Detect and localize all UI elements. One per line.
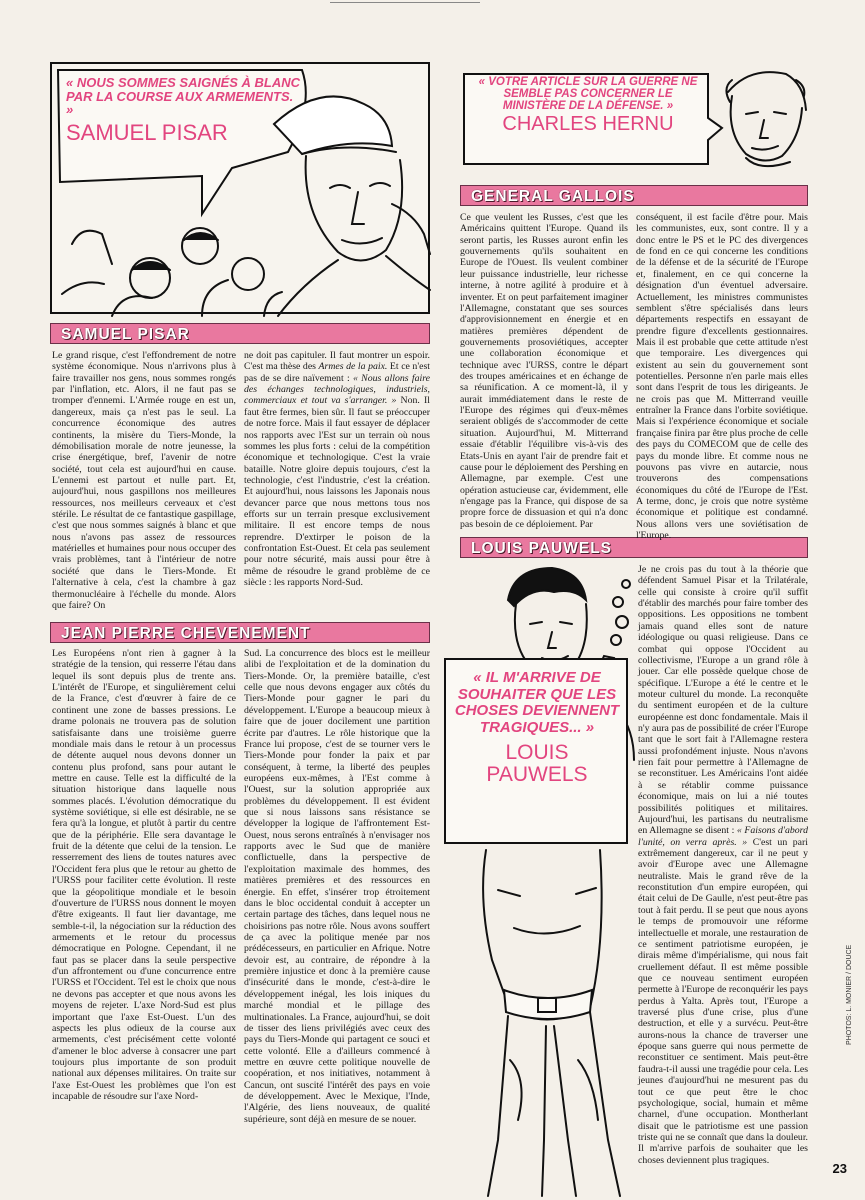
hernu-illustration-panel [460, 62, 808, 172]
header-louis-pauwels: LOUIS PAUWELS [460, 537, 808, 558]
pauwels-quote-author: LOUIS PAUWELS [486, 741, 588, 787]
pisar-paragraph-2: ne doit pas capituler. Il faut montrer un espoir. C'est ma thèse des Armes de la paix. Et ce n'est pas de se dire naïvement : « Nous allons faire des échanges technologiques, industriels, commerciaux et tout va s'arranger. » Non. Il faut être fermes, bien sûr. Il faut se préoccuper de notre force. Mais il faut essayer de déplacer nos rapports avec l'Est sur un terrain où nous sommes les plus forts : celui de la compétition économique et technologique. C'est la vraie bataille. Notre gloire depuis toujours, c'est la technologie, c'est l'industrie, c'est la création. Et aujourd'hui, nous laissons les Japonais nous devancer parce que nous mettons tous nos efforts sur un terrain presque exclusivement militaire. Il est encore temps de nous reprendre. D'extirper le poison de la confrontation Est-Ouest. Et cela pas seulement pour notre sécurité, mais aussi pour être à même de résoudre le grand problème de ce siècle : les rapports Nord-Sud. [244, 350, 430, 589]
gallois-paragraph-1: Ce que veulent les Russes, c'est que les Américains quittent l'Europe. Quand ils seront partis, les Russes auront enfin les gouvernements qu'ils souhaitent en Europe de l'Ouest. Ils veulent combiner leur puissance industrielle, leur richesse interne, à notre agilité à produire et à inventer. Et on peut parfaitement imaginer l'Allemagne, constatant que ses sources d'approvisionnement en énergie et en matières premières dépendent de gouvernements prosoviétiques, accepter une collaboration économique et technique avec l'URSS, contre le départ des troupes américaines et en échange de sa réunification. A ce moment-là, il y aurait immédiatement dans le reste de l'Europe des régimes qui d'eux-mêmes seraient obligés de s'accommoder de cette situation. Aujourd'hui, M. Mitterrand essaie d'établir l'équilibre vis-à-vis des Etats-Unis en ayant l'air de prendre fait et cause pour le déploiement des Pershing en Allemagne, par exemple. C'est une opération astucieuse car, évidemment, elle n'engage pas la France, qui dispose de sa propre force de dissuasion et qui n'a donc pas besoin de ce déploiement. Par [460, 212, 628, 530]
pisar-illustration-panel [50, 62, 430, 314]
photo-credit: PHOTOS: L. MONIER / DOUCE [846, 944, 853, 1045]
pisar-quote-author: SAMUEL PISAR [66, 119, 228, 145]
pauwels-paragraph: Je ne crois pas du tout à la théorie que défendent Samuel Pisar et la Trilatérale, celle qui consiste à croire qu'il suffit d'établir des marchés pour faire tomber des oppositions. Les oppositions ne tombent jamais quand elles sont de nature idéologique ou quasi religieuse. Dans ce combat qui oppose l'Occident au collectivisme, l'Europe a un grand rôle à jouer. Car elle possède quelque chose de spécifique. L'Europe a été le centre et le moteur culturel du monde. La reconquête du sentiment européen et de la culture européenne est donc fondamentale. Mais il n'y aura pas de possibilité de créer l'Europe tant que le sort fait à l'Allemagne restera aussi profondément injuste. Nous n'avons rien fait pour permettre à l'Allemagne de se reconstituer. Les Américains l'ont aidée à se rétablir comme puissance économique, mais on lui a nié toutes possibilités politiques et militaires. Aujourd'hui, les partisans du neutralisme en Allemagne se disent : « Faisons d'abord l'unité, on verra après. » C'est un pari extrêmement dangereux, car il ne peut y avoir d'Europe avec une Allemagne neutraliste. Mais le grand rêve de la reconstitution d'un empire européen, qui était celui de De Gaulle, n'est peut-être pas tout à fait perdu. Il se peut que nous ayons le temps de promouvoir une réforme intellectuelle et morale, une restauration de ce sentiment patriotisme européen, je dirais même d'impérialisme, qui nous fait cruellement défaut. Il est même possible que ce nouveau sentiment européen permette à l'Europe de reconquérir les pays perdus à Yalta. Après tout, l'Europe a traversé plus d'une crise, plus d'une destruction, et elle y a survécu. Peut-être aurons-nous la chance de traverser une époque sans guerre qui nous permette de reconstituer ce sentiment. Mais peut-être faudra-t-il aussi une tragédie pour cela. Les jeunes d'aujourd'hui ne mesurent pas du tout ce que peut être le choc psychologique, social, humain et même charnel, d'une occupation. Montherlant disait que le patriotisme est une passion triste qui ne se connaît que dans la douleur. Il m'arrive parfois de souhaiter que les choses deviennent plus tragiques. [638, 564, 809, 1166]
pisar-column-2 [244, 350, 430, 616]
gallois-column-1 [460, 212, 628, 530]
hernu-quote-bubble [472, 76, 704, 135]
page-number: 23 [832, 1161, 847, 1176]
pauwels-column [638, 564, 808, 1164]
hernu-quote-text: « VOTRE ARTICLE SUR LA GUERRE NE SEMBLE PAS CONCERNER LE MINISTÈRE DE LA DÉFENSE. » [478, 76, 698, 113]
header-jean-pierre-chevenement: JEAN PIERRE CHEVENEMENT [50, 622, 430, 643]
chevenement-paragraph-1: Les Européens n'ont rien à gagner à la stratégie de la tension, qui resserre l'étau dans lequel ils sont depuis plus de trente ans. L'intérêt de l'Europe, et singulièrement celui de la France, c'est d'œuvrer à faire de ce continent une zone de basses pressions. Le drame polonais ne trouvera pas de solution satisfaisante dans une troisième guerre mondiale mais dans le retour à un processus de détente auquel nous devons donner un contenu plus profond, sans pour autant le mettre en cause. Telle est la difficulté de la situation historique dans laquelle nous sommes placés. L'évolution démocratique du système soviétique, si elle est désirable, ne se fera qu'à la longue, et plutôt à partir du centre que de la périphérie. Elle sera davantage le fruit de la détente que celui de la tension. Le resserrement des liens de toutes natures avec l'Occident fera plus que le retour au ghetto de l'URSS pour faciliter cette évolution. Il reste que la géopolitique mondiale et le besoin d'ouverture de l'URSS nous donnent le moyen d'être exigeants. Il faut lier davantage, me semble-t-il, la négociation sur la réduction des armements et le retour du processus démocratique en Pologne. Cependant, il ne faut pas se placer dans la seule perspective d'un affrontement ou d'une concurrence entre l'URSS et l'Occident. Tel est le choix que nous ne devons pas accepter et que nous avons les moyens de rejeter. L'axe Nord-Sud est plus important que l'axe Est-Ouest. L'un des aspects les plus odieux de la course aux armements, c'est précisément cette volonté d'amener le bloc adverse à consacrer une part toujours plus importante de son produit national aux dépenses militaires. On traite sur l'axe Est-Ouest les problèmes que l'on est incapable de résoudre sur l'axe Nord- [52, 648, 236, 1103]
pisar-column-1 [52, 350, 236, 616]
chevenement-column-1 [52, 648, 236, 1168]
pauwels-quote-text: « IL M'ARRIVE DE SOUHAITER QUE LES CHOSES DEVIENNENT TRAGIQUES... » [454, 669, 620, 736]
page-top-rule [330, 0, 480, 3]
pauwels-figure-drawing [458, 560, 638, 1200]
pauwels-quote-sign [444, 658, 628, 844]
pisar-quote-text: « NOUS SOMMES SAIGNÉS À BLANC PAR LA COURSE AUX ARMEMENTS. » [66, 75, 301, 118]
header-general-gallois: GENERAL GALLOIS [460, 185, 808, 206]
pisar-paragraph-1: Le grand risque, c'est l'effondrement de notre système économique. Nous n'arrivons plus à faire travailler nos gens, nous sommes rongés par l'inflation, etc. Alors, il ne faut pas se tromper d'ennemi. L'Armée rouge en est un, dangereux, mais ça n'est pas le seul. La concurrence économique des autres continents, la misère du Tiers-Monde, la démobilisation morale de notre jeunesse, la crise énergétique, bref, l'avenir de notre société, tout cela est aujourd'hui en cause. L'ennemi est partout et nulle part. Et, aujourd'hui, nous gaspillons nos meilleures ressources, nos meilleurs cerveaux et c'est stérile. Le résultat de ce fantastique gaspillage, c'est que nous sommes saignés à blanc et que nous n'avons pas assez de ressources matérielles et humaines pour nous occuper des vrais problèmes, tant à l'intérieur de notre société que dans le Tiers-Monde. Et l'alternative à cela, c'est la chambre à gaz thermonucléaire à l'échelle du monde. Alors que faire? On [52, 350, 236, 611]
pauwels-quote-bubble [454, 670, 620, 786]
gallois-column-2 [636, 212, 808, 542]
chevenement-column-2 [244, 648, 430, 1168]
pisar-quote-bubble [66, 76, 302, 144]
hernu-quote-author: CHARLES HERNU [502, 113, 674, 136]
gallois-paragraph-2: conséquent, il est facile d'être pour. Mais les communistes, eux, sont contre. Il y a donc entre le PS et le PC des divergences de fond en ce qui concerne les conditions de la défense et de la sécurité de l'Europe et, finalement, en ce qui concerne la désignation d'un éventuel adversaire. Actuellement, les ministres communistes semblent s'être spécialisés dans leurs départements respectifs en essayant de prendre figure d'excellents gestionnaires. Mais il est probable que cette attitude n'est que temporaire. Les divergences qui existent au sein du gouvernement sont potentielles. Personne n'en parle mais elles sont dans l'esprit de tous les dirigeants. Je ne crois pas que M. Mitterrand veuille entraîner la France dans l'orbite soviétique. Mais si l'expérience économique et sociale française finira par être plus proche de celle des pays du COMECOM que de celle des pays du monde libre. Et comme nous ne pouvons pas vivre en autarcie, nous trouverons des compensations économiques du côté de l'Europe de l'Est. A terme, donc, je crois que notre système économique et politique est condamné. Nous allons vers une soviétisation de l'Europe. [636, 212, 808, 542]
chevenement-paragraph-2: Sud. La concurrence des blocs est le meilleur alibi de l'exploitation et de la domination du Tiers-Monde. Or, la première bataille, c'est celle que nous devons engager aux côtés du Tiers-Monde pour gagner le pari du développement. L'Europe a beaucoup mieux à faire que de jouer docilement une partition écrite par d'autres. Le rôle historique que la France lui propose, c'est de se tourner vers le Tiers-Monde pour fonder la paix et par conséquent, à terme, la liberté des peuples européens eux-mêmes, à l'Est comme à l'Ouest, sur la solution appropriée aux problèmes du développement. Il est évident que si nous laissons sans résistance se développer la logique de l'affrontement Est-Ouest, nous serons entraînés à n'envisager nos rapports avec le Sud que de manière conflictuelle, dans la perspective de l'exploitation maximale des hommes, des matières premières et des ressources en énergie. En effet, s'insérer trop étroitement dans le bloc occidental conduit à accepter un certain partage des tâches, dans lequel nous ne choisirions pas notre rôle. Nous avons souffert de ça avec la politique menée par nos prédécesseurs, en particulier en Afrique. Notre devoir est, au contraire, de répondre à la première injustice et donc à la première cause d'insécurité dans le monde, c'est-à-dire le développement inégal, les lois iniques du marché mondial et le pillage des multinationales. La France, aujourd'hui, se doit de tisser des liens privilégiés avec ceux des pays du Tiers-Monde qui partagent ce souci et cette volonté. Elle a d'ailleurs commencé à mettre en œuvre cette politique nouvelle de coopération, et nos initiatives, notamment à Cancun, ont suscité l'intérêt des pays en voie de développement. Avec le Mexique, l'Inde, l'Algérie, des liens nouveaux, de qualité supérieure, sont déjà en mesure de se nouer. [244, 648, 430, 1125]
header-samuel-pisar: SAMUEL PISAR [50, 323, 430, 344]
